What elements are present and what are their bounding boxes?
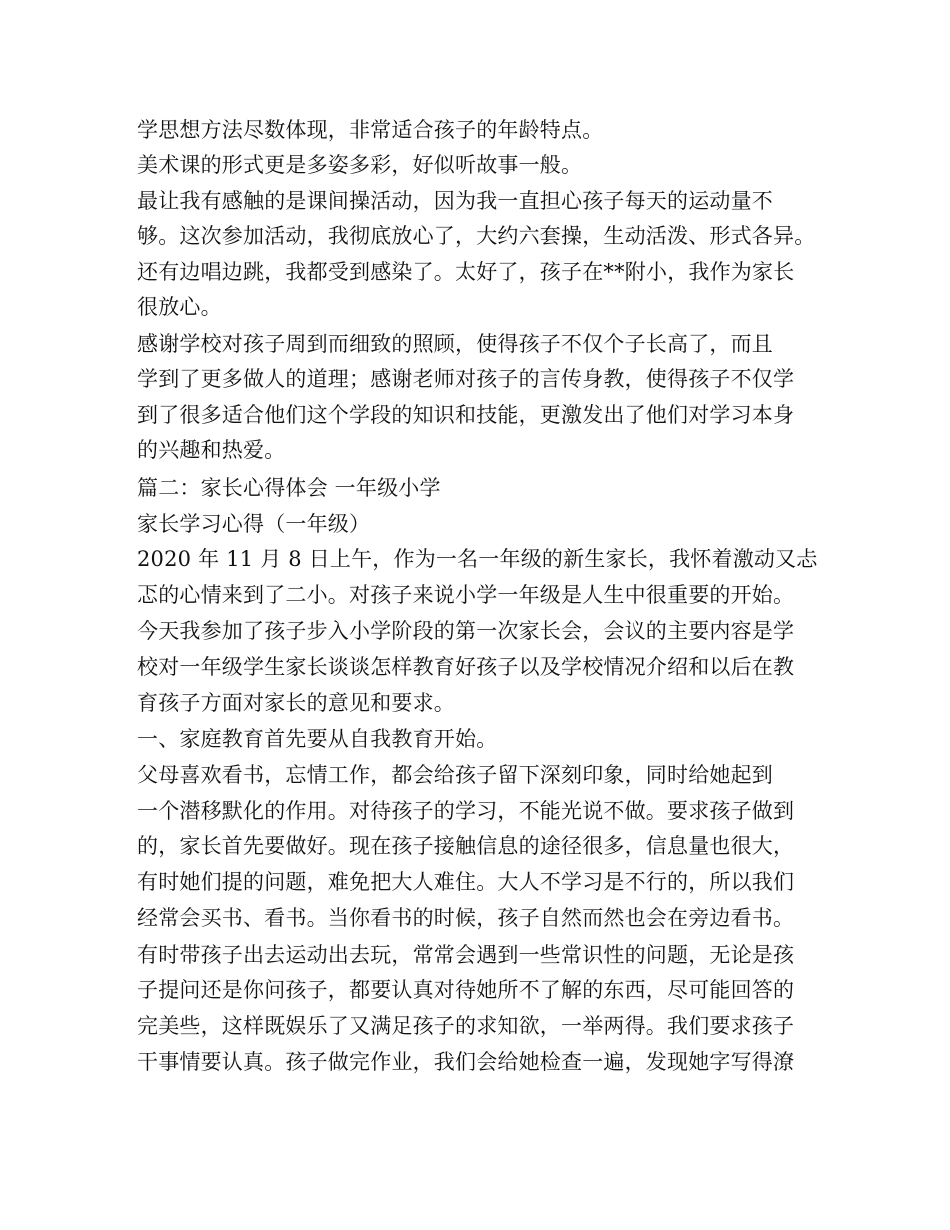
text-line: 完美些，这样既娱乐了又满足孩子的求知欲，一举两得。我们要求孩子: [137, 1014, 795, 1038]
text-line: 忑的心情来到了二小。对孩子来说小学一年级是人生中很重要的开始。: [137, 583, 795, 607]
text-line: 一、家庭教育首先要从自我教育开始。: [137, 727, 498, 751]
text-line: 2020 年 11 月 8 日上午，作为一名一年级的新生家长，我怀着激动又忐: [137, 547, 818, 571]
text-line: 育孩子方面对家长的意见和要求。: [137, 691, 455, 715]
text-line: 一个潜移默化的作用。对待孩子的学习，不能光说不做。要求孩子做到: [137, 799, 795, 823]
text-line: 经常会买书、看书。当你看书的时候，孩子自然而然也会在旁边看书。: [137, 906, 795, 930]
text-line: 最让我有感触的是课间操活动，因为我一直担心孩子每天的运动量不: [137, 189, 773, 213]
text-line: 学思想方法尽数体现，非常适合孩子的年龄特点。: [137, 118, 604, 142]
text-line: 还有边唱边跳，我都受到感染了。太好了，孩子在**附小，我作为家长: [137, 260, 795, 284]
text-line: 干事情要认真。孩子做完作业，我们会给她检查一遍，发现她字写得潦: [137, 1050, 795, 1074]
text-line: 今天我参加了孩子步入小学阶段的第一次家长会，会议的主要内容是学: [137, 619, 795, 643]
text-line: 父母喜欢看书，忘情工作，都会给孩子留下深刻印象，同时给她起到: [137, 763, 773, 787]
text-line: 的兴趣和热爱。: [137, 438, 286, 462]
subheading: 家长学习心得（一年级）: [137, 512, 371, 536]
text-line: 很放心。: [137, 295, 222, 319]
text-line: 校对一年级学生家长谈谈怎样教育好孩子以及学校情况介绍和以后在教: [137, 655, 795, 679]
text-line: 学到了更多做人的道理；感谢老师对孩子的言传身教，使得孩子不仅学: [137, 367, 795, 391]
section-heading: 篇二：家长心得体会 一年级小学: [137, 476, 441, 500]
text-line: 够。这次参加活动，我彻底放心了，大约六套操，生动活泼、形式各异。: [137, 224, 816, 248]
text-line: 的，家长首先要做好。现在孩子接触信息的途径很多，信息量也很大，: [137, 834, 795, 858]
text-line: 有时带孩子出去运动出去玩，常常会遇到一些常识性的问题，无论是孩: [137, 943, 795, 967]
text-line: 子提问还是你问孩子，都要认真对待她所不了解的东西，尽可能回答的: [137, 978, 795, 1002]
text-line: 到了很多适合他们这个学段的知识和技能，更激发出了他们对学习本身: [137, 403, 795, 427]
text-line: 有时她们提的问题，难免把大人难住。大人不学习是不行的，所以我们: [137, 870, 795, 894]
text-line: 感谢学校对孩子周到而细致的照顾，使得孩子不仅个子长高了，而且: [137, 332, 773, 356]
text-line: 美术课的形式更是多姿多彩，好似听故事一般。: [137, 153, 583, 177]
